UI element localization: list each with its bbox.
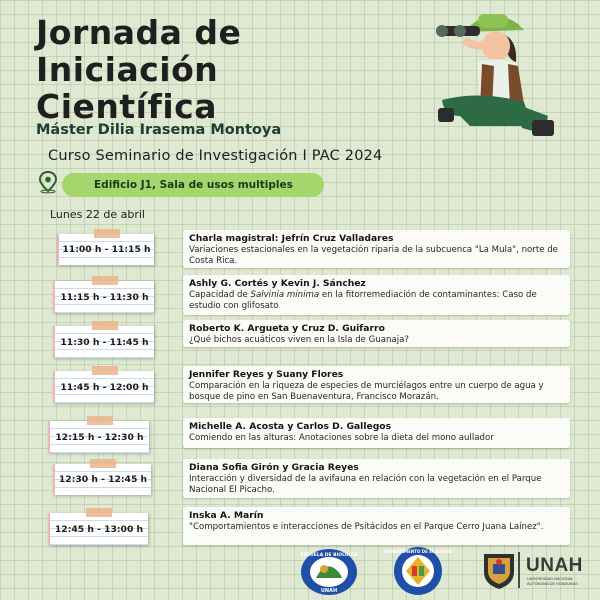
session-card — [183, 366, 570, 403]
session-talk-title: Comparación en la riqueza de especies de murciélagos entre un cuerpo de agua y bosque de pino en San Buenaventura, Francisco Morazán. — [189, 381, 544, 402]
title-line-1: Jornada de — [36, 13, 242, 52]
time-slot-label: 12:30 h - 12:45 h — [58, 474, 148, 485]
tape-strip — [94, 229, 120, 238]
time-slot-label: 11:30 h - 11:45 h — [60, 336, 149, 348]
time-slot-note — [57, 234, 154, 265]
event-date: Lunes 22 de abril — [50, 208, 145, 221]
session-card — [183, 230, 570, 268]
time-slot-label: 11:00 h - 11:15 h — [62, 244, 151, 255]
title-line-3: Científica — [36, 87, 217, 126]
session-speakers: Inska A. Marín — [189, 510, 264, 521]
session-speakers: Charla magistral: Jefrín Cruz Valladares — [189, 233, 394, 244]
tape-strip — [87, 416, 113, 425]
time-slot-note — [53, 371, 154, 403]
course-name: Curso Seminario de Investigación I PAC 2024 — [48, 148, 383, 164]
logo-divider — [518, 552, 520, 588]
time-slot-label: 12:45 h - 13:00 h — [54, 523, 144, 535]
honoree-name: Máster Dilia Irasema Montoya — [36, 122, 282, 138]
session-speakers: Jennifer Reyes y Suany Flores — [189, 369, 344, 380]
session-card — [183, 418, 570, 448]
svg-text:ESCUELA DE BIOLOGÍA: ESCUELA DE BIOLOGÍA — [300, 553, 358, 558]
tape-strip — [92, 276, 118, 285]
session-speakers: Diana Sofia Girón y Gracia Reyes — [189, 462, 359, 473]
session-talk-title: Comiendo en las alturas: Anotaciones sobre la dieta del mono aullador — [189, 433, 494, 443]
tape-strip — [92, 366, 118, 375]
session-talk-title: Interacción y diversidad de la avifauna en relación con la vegetación en el Parque Nacional El Picacho. — [189, 474, 542, 495]
time-slot-note — [48, 513, 148, 545]
departamento-de-ecologia-logo — [384, 546, 452, 596]
session-talk-title: Capacidad de Salvinia minima en la fitorremediación de contaminantes: Caso de estudio con glifosato — [189, 290, 537, 311]
unah-crest-logo — [481, 550, 517, 590]
session-talk-title: Variaciones estacionales en la vegetación riparia de la subcuenca "La Mula", norte de Costa Rica. — [189, 245, 558, 266]
event-title — [36, 14, 416, 125]
tape-strip — [90, 459, 116, 468]
explorer-with-binoculars-illustration — [420, 4, 560, 140]
session-card — [183, 275, 570, 315]
escuela-de-biologia-logo — [300, 548, 358, 596]
unah-fullname: UNIVERSIDAD NACIONAL AUTÓNOMA DE HONDURAS — [527, 577, 578, 586]
time-slot-note — [53, 464, 151, 495]
time-slot-label: 11:45 h - 12:00 h — [60, 381, 149, 393]
svg-text:DEPARTAMENTO DE ECOLOGÍA: DEPARTAMENTO DE ECOLOGÍA — [384, 549, 452, 554]
session-talk-title: "Comportamientos e interacciones de Psitácidos en el Parque Cerro Juana Laínez". — [189, 522, 544, 532]
title-line-2: Iniciación — [36, 50, 219, 89]
location-pin-icon — [38, 171, 58, 193]
session-card — [183, 320, 570, 347]
unah-wordmark: UNAH — [526, 555, 583, 576]
time-slot-note — [53, 326, 154, 358]
session-speakers: Michelle A. Acosta y Carlos D. Gallegos — [189, 421, 392, 432]
session-speakers: Ashly G. Cortés y Kevin J. Sánchez — [189, 278, 366, 289]
tape-strip — [92, 321, 118, 330]
session-talk-title: ¿Qué bichos acuáticos viven en la Isla de Guanaja? — [189, 335, 409, 345]
session-card — [183, 459, 570, 498]
tape-strip — [86, 508, 112, 517]
time-slot-label: 11:15 h - 11:30 h — [60, 291, 149, 303]
time-slot-note — [48, 421, 149, 453]
session-card — [183, 507, 570, 545]
time-slot-label: 12:15 h - 12:30 h — [55, 431, 144, 443]
session-speakers: Roberto K. Argueta y Cruz D. Guifarro — [189, 323, 385, 334]
svg-text:UNAH: UNAH — [320, 588, 338, 594]
time-slot-note — [53, 281, 154, 313]
location-badge: Edificio J1, Sala de usos multiples — [62, 173, 324, 197]
